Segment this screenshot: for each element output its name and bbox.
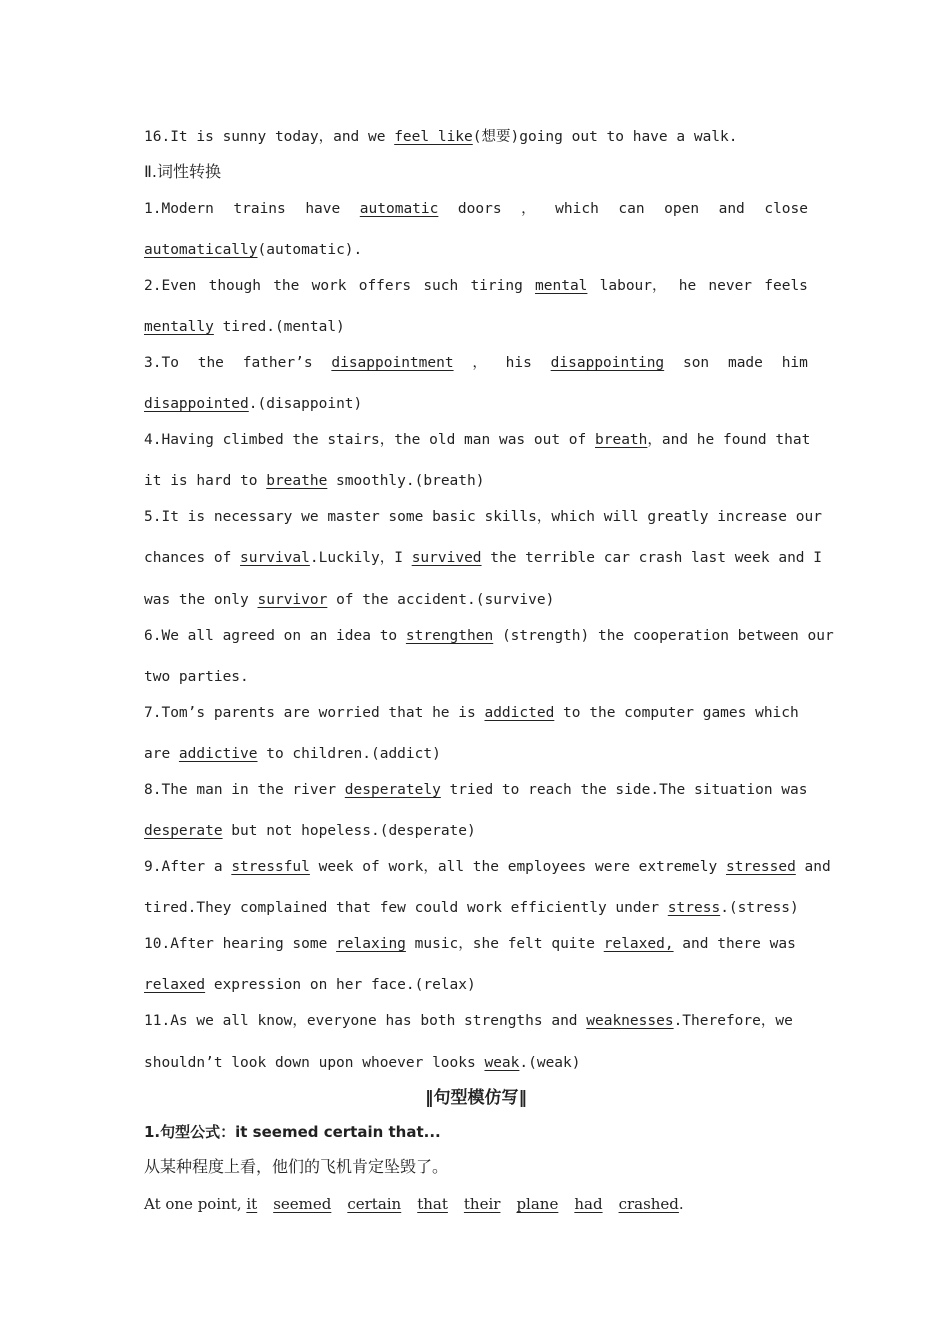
question-11-line-2: shouldn’t look down upon whoever looks weak.(weak) <box>144 1055 581 1071</box>
question-7-line-1: 7.Tom’s parents are worried that he is addicted to the computer games which <box>144 705 799 721</box>
question-6-line-2: two parties. <box>144 669 249 685</box>
question-5-line-3: was the only survivor of the accident.(survive) <box>144 592 555 608</box>
question-2-line-2: mentally tired.(mental) <box>144 319 345 335</box>
question-4-line-1: 4.Having climbed the stairs，the old man was out of breath，and he found that <box>144 432 811 448</box>
question-8-line-1: 8.The man in the river desperately tried to reach the side.The situation was <box>144 782 808 798</box>
question-10-line-1: 10.After hearing some relaxing music，she felt quite relaxed, and there was <box>144 936 796 952</box>
question-9-line-2: tired.They complained that few could work efficiently under stress.(stress) <box>144 900 799 916</box>
question-16: 16.It is sunny today，and we feel like(想要)going out to have a walk. <box>144 129 738 145</box>
question-10-line-2: relaxed expression on her face.(relax) <box>144 977 476 993</box>
chinese-sentence: 从某种程度上看，他们的飞机肯定坠毁了。 <box>144 1157 449 1176</box>
sentence-pattern-label: 1.句型公式：it seemed certain that... <box>144 1123 441 1141</box>
question-9-line-1: 9.After a stressful week of work，all the employees were extremely stressed and <box>144 859 831 875</box>
question-5-line-2: chances of survival.Luckily，I survived the terrible car crash last week and I <box>144 550 822 566</box>
question-11-line-1: 11.As we all know，everyone has both strengths and weaknesses.Therefore，we <box>144 1013 793 1029</box>
question-5-line-1: 5.It is necessary we master some basic skills，which will greatly increase our <box>144 509 822 525</box>
question-8-line-2: desperate but not hopeless.(desperate) <box>144 823 476 839</box>
question-1-line-2: automatically(automatic). <box>144 242 363 258</box>
question-2-line-1: 2.Even though the work offers such tiring mental labour， he never feels <box>144 278 808 294</box>
question-4-line-2: it is hard to breathe smoothly.(breath) <box>144 473 485 489</box>
question-6-line-1: 6.We all agreed on an idea to strengthen (strength) the cooperation between our <box>144 628 834 644</box>
question-7-line-2: are addictive to children.(addict) <box>144 746 441 762</box>
section-3-title: ‖句型模仿写‖ <box>425 1088 527 1108</box>
english-sentence: At one point, it seemed certain that their plane had crashed . <box>144 1195 684 1213</box>
question-3-line-1: 3.To the father’s disappointment ， his disappointing son made him <box>144 355 808 371</box>
question-3-line-2: disappointed.(disappoint) <box>144 396 363 412</box>
section-2-title: Ⅱ.词性转换 <box>144 162 221 181</box>
question-1-line-1: 1.Modern trains have automatic doors ， which can open and close <box>144 201 808 217</box>
